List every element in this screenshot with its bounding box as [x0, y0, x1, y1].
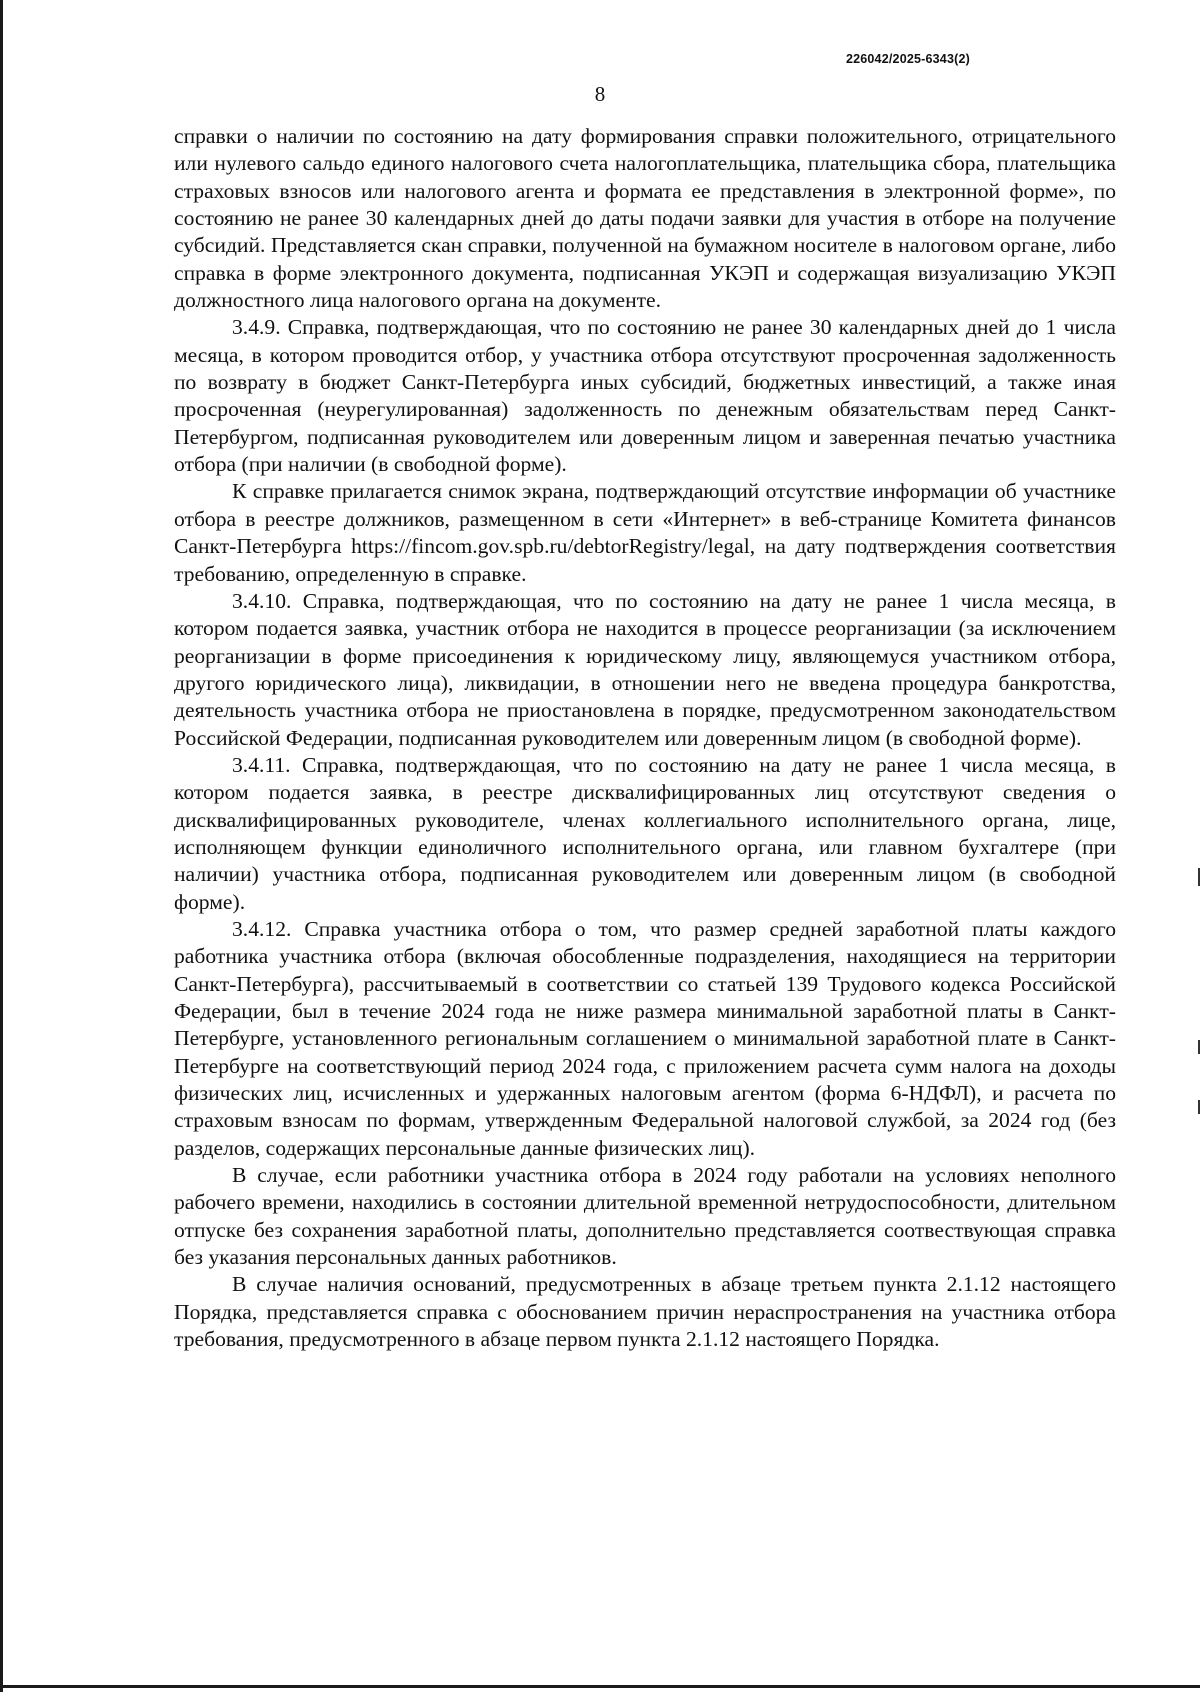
document-body: [174, 123, 1116, 1353]
paragraph-3-4-12: 3.4.12. Справка участника отбора о том, что размер средней заработной платы каждого работника участника отбора (включая обособленные подразделения, находящиеся на территории Санкт-Петербурга), рассчитываемый в соответствии со статьей 139 Трудового кодекса Российской Федерации, был в течение 2024 года не ниже размера минимальной заработной платы в Санкт-Петербурге, установленного региональным соглашением о минимальной заработной плате в Санкт-Петербурге на соответствующий период 2024 года, с приложением расчета сумм налога на доходы физических лиц, исчисленных и удержанных налоговым агентом (форма 6-НДФЛ), и расчета по страховым взносам по формам, утвержденным Федеральной налоговой службой, за 2024 год (без разделов, содержащих персональные данные физических лиц).: [174, 916, 1116, 1160]
scan-bottom-edge: [0, 1685, 1200, 1688]
page-number: 8: [594, 82, 606, 106]
scan-left-edge: [0, 0, 3, 1692]
paragraph-screenshot-attachment: К справке прилагается снимок экрана, подтверждающий отсутствие информации об участнике отбора в реестре должников, размещенном в сети «Интернет» в веб-странице Комитета финансов Санкт-Петербурга https://fincom.gov.spb.ru/debtorRegistry/legal, на дату подтверждения соответствия требованию, определенную в справке.: [174, 479, 1116, 586]
paragraph-part-time-workers: В случае, если работники участника отбора в 2024 году работали на условиях неполного рабочего времени, находились в состоянии длительной временной нетрудоспособности, длительном отпуске без сохранения заработной платы, дополнительно представляется соотвествующая справка без указания персональных данных работников.: [174, 1163, 1116, 1270]
paragraph-3-4-10: 3.4.10. Справка, подтверждающая, что по состоянию на дату не ранее 1 числа месяца, в котором подается заявка, участник отбора не находится в процессе реорганизации (за исключением реорганизации в форме присоединения к юридическому лицу, являющемуся участником отбора, другого юридического лица), ликвидации, в отношении него не введена процедура банкротства, деятельность участника отбора не приостановлена в порядке, предусмотренном законодательством Российской Федерации, подписанная руководителем или доверенным лицом (в свободной форме).: [174, 588, 1116, 750]
paragraph-3-4-9: 3.4.9. Справка, подтверждающая, что по состоянию не ранее 30 календарных дней до 1 числа месяца, в котором проводится отбор, у участника отбора отсутствуют просроченная задолженность по возврату в бюджет Санкт-Петербурга иных субсидий, бюджетных инвестиций, а также иная просроченная (неурегулированная) задолженность по денежным обязательствам перед Санкт-Петербургом, подписанная руководителем или доверенным лицом и заверенная печатью участника отбора (при наличии (в свободной форме).: [174, 315, 1116, 477]
paragraph-3-4-11: 3.4.11. Справка, подтверждающая, что по состоянию на дату не ранее 1 числа месяца, в котором подается заявка, в реестре дисквалифицированных лиц отсутствуют сведения о дисквалифицированных руководителе, членах коллегиального исполнительного органа, лице, исполняющем функции единоличного исполнительного органа, или главном бухгалтере (при наличии) участника отбора, подписанная руководителем или доверенным лицом (в свободной форме).: [174, 752, 1116, 914]
document-id: 226042/2025-6343(2): [845, 52, 970, 66]
paragraph-exemption-grounds: В случае наличия оснований, предусмотренных в абзаце третьем пункта 2.1.12 настоящего Порядка, представляется справка с обоснованием причин нераспространения на участника отбора требования, предусмотренного в абзаце первом пункта 2.1.12 настоящего Порядка.: [174, 1272, 1116, 1352]
paragraph-continuation: справки о наличии по состоянию на дату формирования справки положительного, отрицательного или нулевого сальдо единого налогового счета налогоплательщика, плательщика сбора, плательщика страховых взносов или налогового агента и формата ее представления в электронной форме», по состоянию не ранее 30 календарных дней до даты подачи заявки для участия в отборе на получение субсидий. Представляется скан справки, полученной на бумажном носителе в налоговом органе, либо справка в форме электронного документа, подписанная УКЭП и содержащая визуализацию УКЭП должностного лица налогового органа на документе.: [174, 124, 1116, 313]
